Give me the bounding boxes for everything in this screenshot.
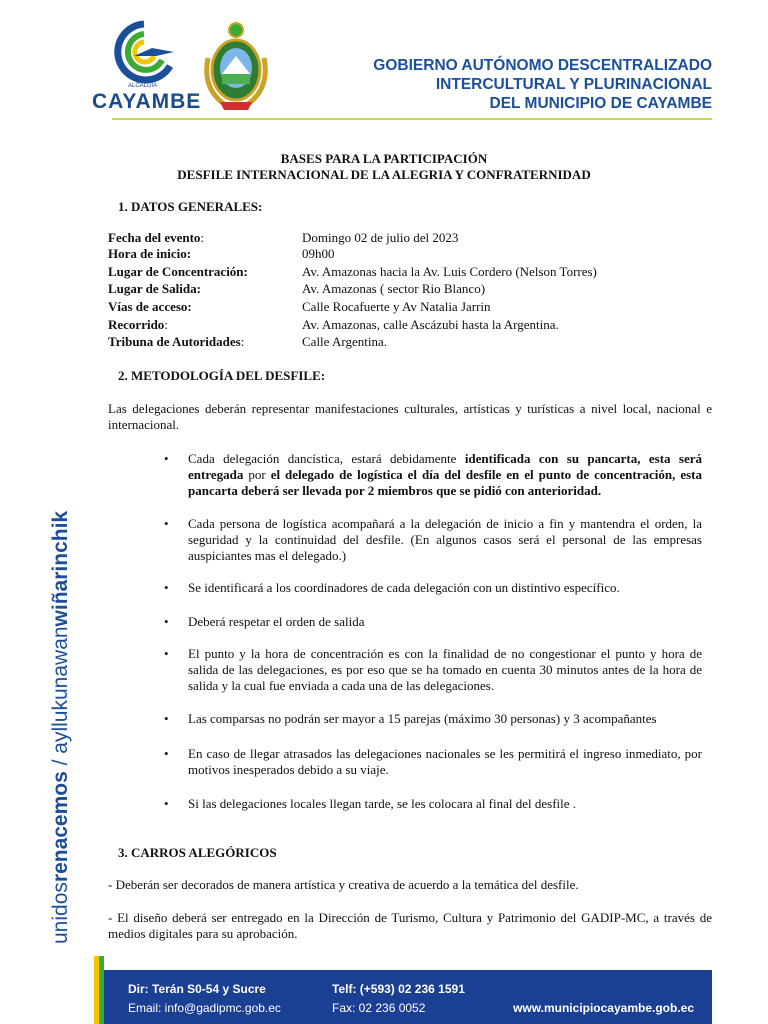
field-label: Tribuna de Autoridades:	[108, 334, 245, 349]
field-value: Av. Amazonas, calle Ascázubi hasta la Argentina.	[302, 317, 559, 332]
field-value: Av. Amazonas hacia la Av. Luis Cordero (Nelson Torres)	[302, 264, 597, 279]
section-2-intro: Las delegaciones deberán representar manifestaciones culturales, artísticas y turísticas a nivel local, nacional e internacional.	[108, 401, 712, 432]
field-value: 09h00	[302, 246, 335, 261]
list-item: Cada persona de logística acompañará a la delegación de inicio a fin y mantendra el orden, la seguridad y la continuidad del desfile. (En algunos casos será el personal de las empresas auspiciantes mas el delegado.)	[188, 516, 702, 563]
brand-name: CAYAMBE	[92, 90, 202, 113]
field-label: Recorrido:	[108, 317, 168, 332]
field-value: Calle Rocafuerte y Av Natalia Jarrin	[302, 299, 491, 314]
list-item: El punto y la hora de concentración es con la finalidad de no congestionar el punto y hora de salida de las delegaciones, es por eso que se ha tomado en cuenta 30 minutos antes de la hora de salida y la cual fue enviada a cada una de las delegaciones.	[188, 646, 702, 693]
footer-website: www.municipiocayambe.gob.ec	[513, 1001, 694, 1015]
bullet-icon: •	[164, 711, 169, 726]
field-label: Lugar de Salida:	[108, 281, 201, 296]
org-line-2: INTERCULTURAL Y PLURINACIONAL	[435, 76, 712, 93]
field-label: Fecha del evento:	[108, 230, 205, 245]
footer-fax: Fax: 02 236 0052	[332, 1001, 426, 1015]
list-item: Cada delegación dancística, estará debidamente identificada con su pancarta, esta será entregada por el delegado de logística el día del desfile en el punto de concentración, esta pancarta deberá ser llevada por 2 miembros que se pidió con anterioridad.	[188, 451, 702, 498]
section-3-heading: 3. CARROS ALEGÓRICOS	[118, 845, 277, 860]
section-1-heading: 1. DATOS GENERALES:	[118, 199, 263, 214]
document-subtitle: DESFILE INTERNACIONAL DE LA ALEGRIA Y CONFRATERNIDAD	[177, 167, 591, 182]
list-item: Deberá respetar el orden de salida	[188, 614, 365, 629]
footer-address: Dir: Terán S0-54 y Sucre	[128, 982, 266, 996]
bullet-icon: •	[164, 614, 169, 629]
field-value: Domingo 02 de julio del 2023	[302, 230, 459, 245]
cayambe-logo-icon	[104, 18, 184, 88]
section-3-paragraph: - Deberán ser decorados de manera artística y creativa de acuerdo a la temática del desfile.	[108, 877, 579, 892]
bullet-icon: •	[164, 580, 169, 595]
footer-email: Email: info@gadipmc.gob.ec	[128, 1001, 281, 1015]
list-item: En caso de llegar atrasados las delegaciones nacionales se les permitirá el ingreso inmediato, por motivos inesperados debido a su viaje.	[188, 746, 702, 777]
section-2-heading: 2. METODOLOGÍA DEL DESFILE:	[118, 368, 326, 383]
field-label: Vías de acceso:	[108, 299, 192, 314]
bullet-icon: •	[164, 746, 169, 761]
bullet-icon: •	[164, 451, 169, 466]
section-3-paragraph: - El diseño deberá ser entregado en la Dirección de Turismo, Cultura y Patrimonio del GADIP-MC, a través de medios digitales para su aprobación.	[108, 910, 712, 941]
org-line-1: GOBIERNO AUTÓNOMO DESCENTRALIZADO	[373, 57, 712, 74]
field-label: Lugar de Concentración:	[108, 264, 248, 279]
field-label: Hora de inicio:	[108, 246, 192, 261]
footer-phone: Telf: (+593) 02 236 1591	[332, 982, 465, 996]
alcaldia-label: ALCALDÍA	[128, 83, 158, 89]
list-item: Las comparsas no podrán ser mayor a 15 parejas (máximo 30 personas) y 3 acompañantes	[188, 711, 657, 726]
list-item: Se identificará a los coordinadores de cada delegación con un distintivo específico.	[188, 580, 620, 595]
field-value: Av. Amazonas ( sector Rio Blanco)	[302, 281, 486, 296]
organization-name	[373, 56, 712, 113]
bullet-icon: •	[164, 796, 169, 811]
org-line-3: DEL MUNICIPIO DE CAYAMBE	[489, 95, 712, 112]
bullet-icon: •	[164, 646, 169, 661]
bullet-icon: •	[164, 516, 169, 531]
field-value: Calle Argentina.	[302, 334, 387, 349]
header-divider	[112, 118, 712, 120]
document-title: BASES PARA LA PARTICIPACIÓN	[280, 151, 488, 166]
municipal-seal-icon	[200, 18, 272, 114]
footer-bar	[104, 970, 712, 1024]
list-item: Si las delegaciones locales llegan tarde, se les colocara al final del desfile .	[188, 796, 577, 811]
side-slogan: unidosrenacemos / ayllukunawanwiñarinchik	[49, 510, 72, 944]
